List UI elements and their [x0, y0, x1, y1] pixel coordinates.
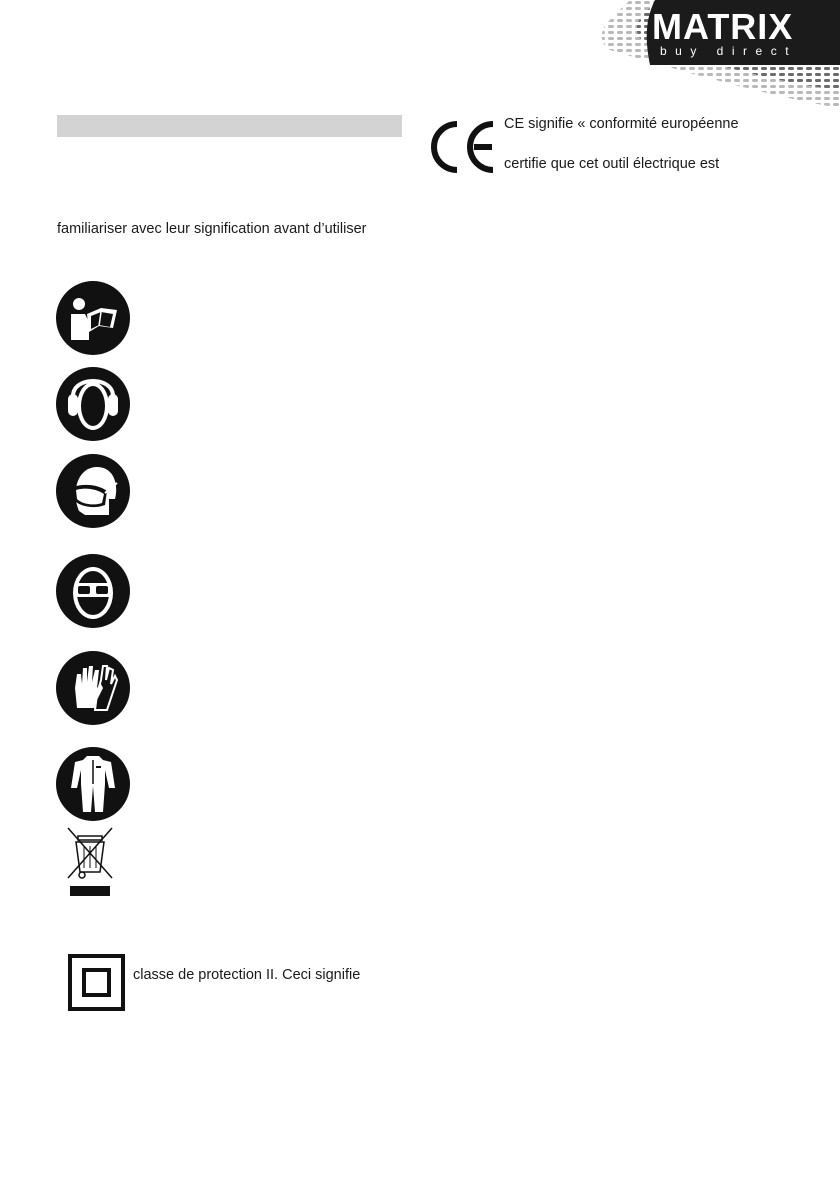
safety-gloves-icon — [55, 650, 131, 726]
dust-mask-icon — [55, 453, 131, 529]
eye-protection-icon — [55, 553, 131, 629]
protective-clothing-icon — [55, 746, 131, 822]
logo-tagline: buy direct — [660, 44, 798, 58]
brand-logo — [590, 0, 840, 110]
intro-text: familiariser avec leur signification avant d’utiliser — [57, 221, 367, 237]
ce-description-line-1: CE signifie « conformité européenne — [504, 116, 739, 132]
ce-mark-icon — [430, 120, 496, 174]
read-manual-icon — [55, 280, 131, 356]
logo-wordmark: MATRIX — [652, 6, 794, 47]
section-heading-bar — [57, 115, 402, 137]
double-insulation-icon — [68, 954, 125, 1011]
ear-protection-icon — [55, 366, 131, 442]
weee-crossed-bin-icon — [64, 826, 116, 898]
ce-description-line-2: certifie que cet outil électrique est — [504, 156, 720, 172]
class-ii-description: classe de protection II. Ceci signifie — [133, 967, 361, 983]
